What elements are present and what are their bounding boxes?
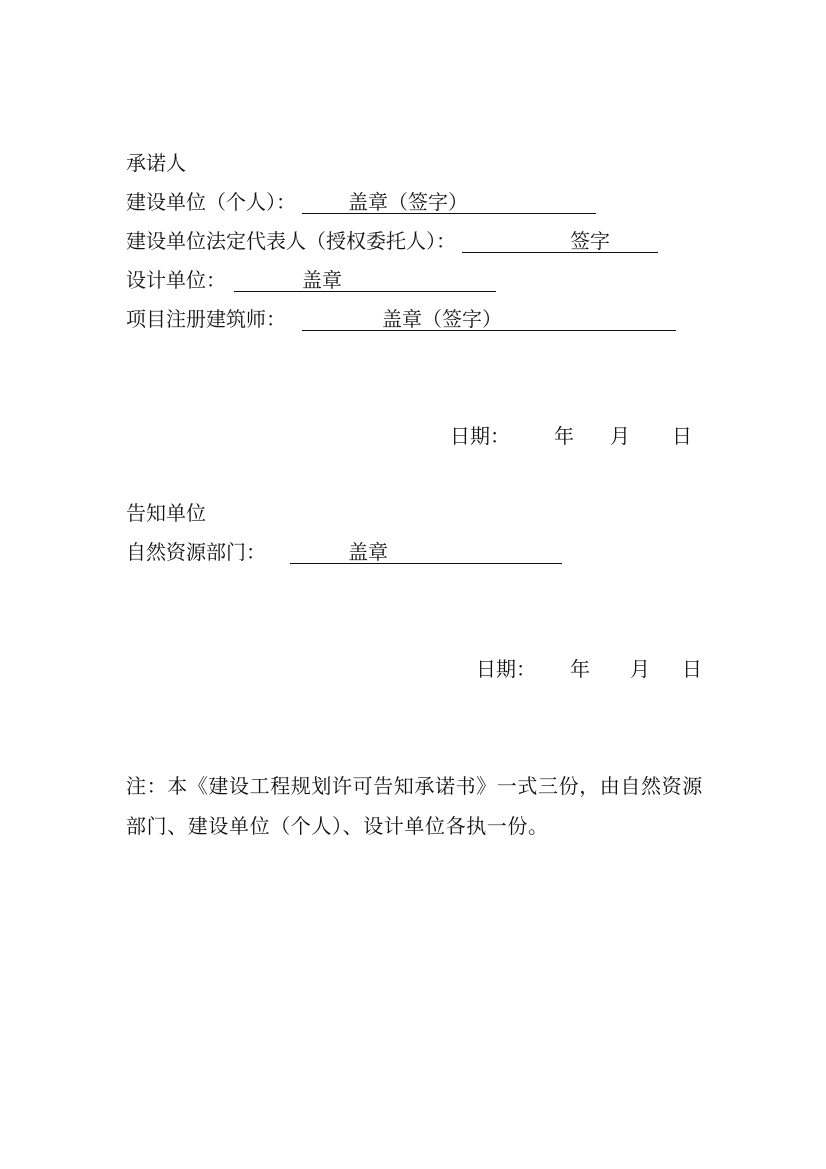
date-month-1: 月 [610, 424, 630, 448]
dept-label: 自然资源部门： [126, 540, 266, 564]
designer-value: 盖章 [302, 268, 342, 292]
architect-row [126, 306, 676, 332]
date-label-2: 日期： [476, 657, 536, 681]
date-day-2: 日 [682, 657, 702, 681]
legal-rep-label: 建设单位法定代表人（授权委托人）： [126, 229, 456, 253]
dept-row [126, 539, 562, 565]
designer-label: 设计单位： [126, 268, 226, 292]
architect-value: 盖章（签字） [382, 307, 502, 331]
date-label-1: 日期： [450, 424, 510, 448]
date-row-1 [450, 423, 710, 449]
pledger-heading: 承诺人 [126, 151, 186, 175]
legal-rep-value: 签字 [570, 229, 610, 253]
date-year-1: 年 [554, 424, 574, 448]
date-day-1: 日 [672, 424, 692, 448]
builder-row [126, 189, 596, 215]
builder-signature-field[interactable] [302, 189, 596, 214]
architect-signature-field[interactable] [302, 306, 676, 331]
date-row-2 [476, 656, 716, 682]
date-month-2: 月 [630, 657, 650, 681]
footnote: 注：本《建设工程规划许可告知承诺书》一式三份，由自然资源部门、建设单位（个人）、设计单位各执一份。 [126, 774, 703, 838]
builder-value: 盖章（签字） [348, 190, 468, 214]
legal-rep-signature-field[interactable] [462, 228, 658, 253]
designer-row [126, 267, 496, 293]
builder-label: 建设单位（个人）： [126, 190, 296, 214]
dept-value: 盖章 [348, 540, 388, 564]
legal-rep-row [126, 228, 658, 254]
designer-stamp-field[interactable] [234, 267, 496, 292]
architect-label: 项目注册建筑师： [126, 307, 286, 331]
dept-stamp-field[interactable] [290, 539, 562, 564]
date-year-2: 年 [570, 657, 590, 681]
notifier-heading: 告知单位 [126, 501, 206, 525]
